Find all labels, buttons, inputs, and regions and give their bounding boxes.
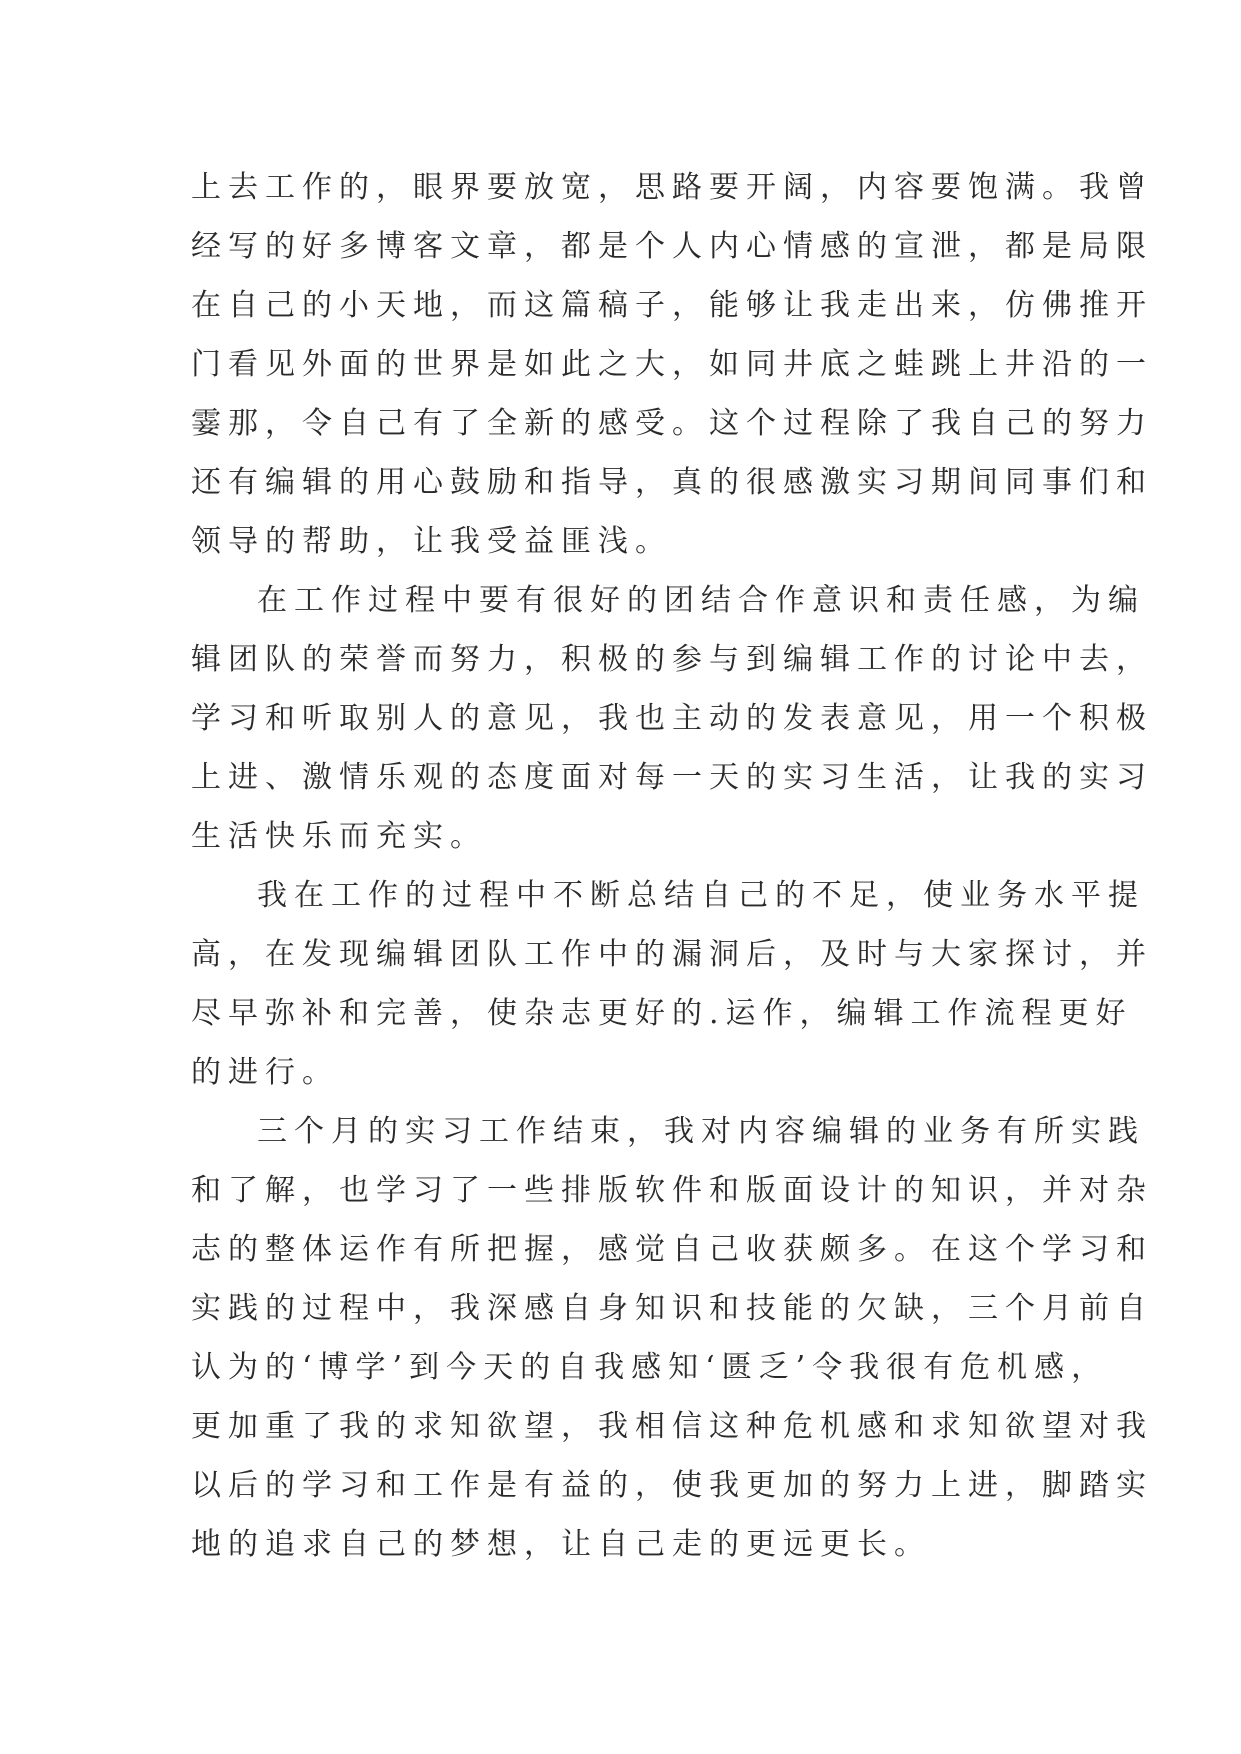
text-line: 门看见外面的世界是如此之大，如同井底之蛙跳上井沿的一 bbox=[191, 347, 1153, 382]
text-line: 高，在发现编辑团队工作中的漏洞后，及时与大家探讨，并 bbox=[191, 937, 1153, 972]
text-line: 实践的过程中，我深感自身知识和技能的欠缺，三个月前自 bbox=[191, 1291, 1153, 1326]
text-line: 在自己的小天地，而这篇稿子，能够让我走出来，仿佛推开 bbox=[191, 288, 1153, 323]
text-line: 更加重了我的求知欲望，我相信这种危机感和求知欲望对我 bbox=[191, 1409, 1153, 1444]
paragraph-first-line: 在工作过程中要有很好的团结合作意识和责任感，为编 bbox=[257, 583, 1145, 618]
text-line: 尽早弥补和完善，使杂志更好的.运作，编辑工作流程更好 bbox=[191, 996, 1133, 1031]
text-line: 生活快乐而充实。 bbox=[191, 819, 487, 854]
document-body bbox=[191, 158, 1153, 1574]
text-line: 学习和听取别人的意见，我也主动的发表意见，用一个积极 bbox=[191, 701, 1153, 736]
text-line: 地的追求自己的梦想，让自己走的更远更长。 bbox=[191, 1527, 931, 1562]
text-line: 上进、激情乐观的态度面对每一天的实习生活，让我的实习 bbox=[191, 760, 1153, 795]
text-line: 以后的学习和工作是有益的，使我更加的努力上进，脚踏实 bbox=[191, 1468, 1153, 1503]
text-line: 辑团队的荣誉而努力，积极的参与到编辑工作的讨论中去， bbox=[191, 642, 1153, 677]
text-line: 认为的‘博学’到今天的自我感知‘匮乏’令我很有危机感， bbox=[191, 1350, 1109, 1385]
text-line: 上去工作的，眼界要放宽，思路要开阔，内容要饱满。我曾 bbox=[191, 170, 1153, 205]
text-line: 的进行。 bbox=[191, 1055, 339, 1090]
text-line: 和了解，也学习了一些排版软件和版面设计的知识，并对杂 bbox=[191, 1173, 1153, 1208]
text-line: 经写的好多博客文章，都是个人内心情感的宣泄，都是局限 bbox=[191, 229, 1153, 264]
text-line: 还有编辑的用心鼓励和指导，真的很感激实习期间同事们和 bbox=[191, 465, 1153, 500]
text-line: 领导的帮助，让我受益匪浅。 bbox=[191, 524, 672, 559]
paragraph-first-line: 三个月的实习工作结束，我对内容编辑的业务有所实践 bbox=[257, 1114, 1145, 1149]
paragraph-first-line: 我在工作的过程中不断总结自己的不足，使业务水平提 bbox=[257, 878, 1145, 913]
text-line: 志的整体运作有所把握，感觉自己收获颇多。在这个学习和 bbox=[191, 1232, 1153, 1267]
text-line: 霎那，令自己有了全新的感受。这个过程除了我自己的努力 bbox=[191, 406, 1153, 441]
